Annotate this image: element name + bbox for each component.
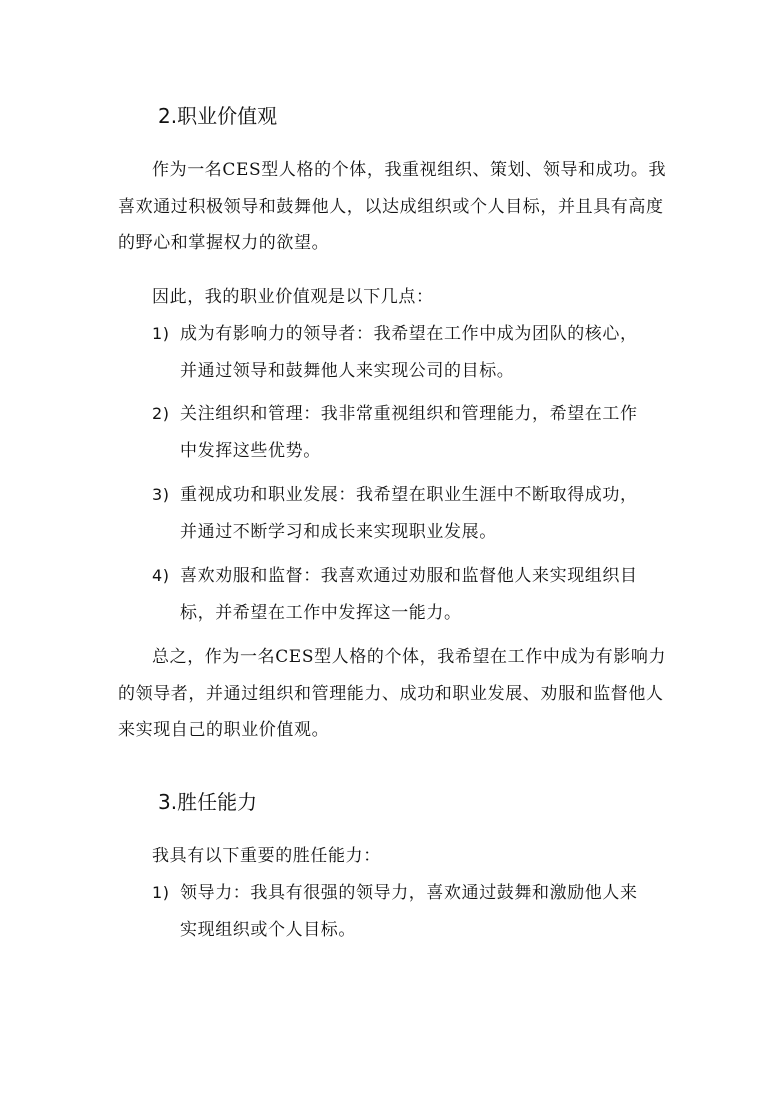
competencies-list-item	[152, 875, 672, 948]
values-list-item	[152, 316, 672, 389]
list-item-line: 中发挥这些优势。	[180, 440, 321, 461]
list-number: 1)	[152, 324, 170, 343]
values-lead-paragraph: 因此，我的职业价值观是以下几点：	[152, 287, 434, 307]
list-item-line: 领导力：我具有很强的领导力，喜欢通过鼓舞和激励他人来	[180, 883, 638, 903]
section-heading-competencies: 3.胜任能力	[158, 790, 258, 814]
list-number: 1)	[152, 883, 170, 902]
section-heading-values: 2.职业价值观	[158, 104, 278, 128]
list-item-line: 标，并希望在工作中发挥这一能力。	[180, 602, 462, 623]
values-conclusion-paragraph: 总之，作为一名CES型人格的个体，我希望在工作中成为有影响力的领导者，并通过组织和管理能力、成功和职业发展、劝服和监督他人来实现自己的职业价值观。	[118, 647, 667, 740]
list-item-line: 喜欢劝服和监督：我喜欢通过劝服和监督他人来实现组织目	[180, 566, 638, 586]
list-item-line: 并通过不断学习和成长来实现职业发展。	[180, 521, 497, 542]
values-list-item	[152, 396, 672, 469]
list-item-line: 成为有影响力的领导者：我希望在工作中成为团队的核心，	[180, 324, 638, 344]
list-number: 4)	[152, 566, 170, 585]
list-number: 2)	[152, 404, 170, 423]
list-item-line: 关注组织和管理：我非常重视组织和管理能力，希望在工作	[180, 404, 638, 424]
values-list-item	[152, 558, 672, 631]
values-intro-paragraph: 作为一名CES型人格的个体，我重视组织、策划、领导和成功。我喜欢通过积极领导和鼓舞他人，以达成组织或个人目标，并且具有高度的野心和掌握权力的欲望。	[118, 160, 667, 253]
list-item-line: 并通过领导和鼓舞他人来实现公司的目标。	[180, 360, 515, 381]
list-item-line: 重视成功和职业发展：我希望在职业生涯中不断取得成功，	[180, 485, 638, 505]
values-list-item	[152, 477, 672, 550]
competencies-lead-paragraph: 我具有以下重要的胜任能力：	[152, 846, 381, 866]
list-item-line: 实现组织或个人目标。	[180, 919, 356, 940]
list-number: 3)	[152, 485, 170, 504]
